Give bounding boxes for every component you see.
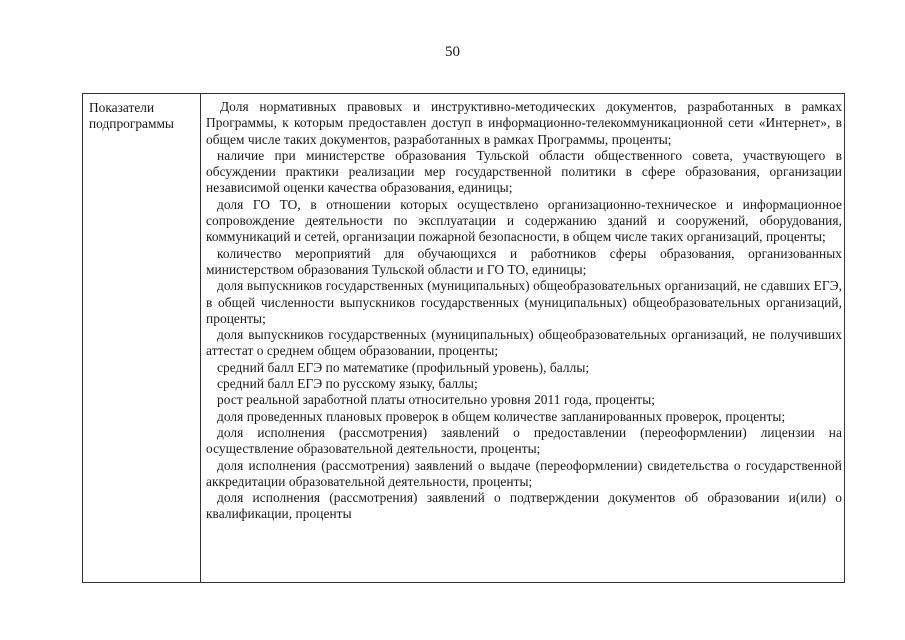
indicators-table bbox=[82, 93, 845, 583]
indicator-paragraph: доля исполнения (рассмотрения) заявлений о выдаче (переоформлении) свидетельства о государственной аккредитации образовательной деятельности, проценты; bbox=[206, 457, 842, 489]
indicator-paragraph: наличие при министерстве образования Тульской области общественного совета, участвующего в обсуждении практики реализации мер государственной политики в сфере образования, организации независимой оценки качества образования, единицы; bbox=[206, 147, 842, 196]
indicators-label-cell bbox=[83, 94, 201, 582]
indicator-paragraph: количество мероприятий для обучающихся и работников сферы образования, организованных министерством образования Тульской области и ГО ТО, единицы; bbox=[206, 245, 842, 277]
indicator-paragraph: доля исполнения (рассмотрения) заявлений о подтверждении документов об образовании и(или) о квалификации, проценты bbox=[206, 490, 842, 522]
indicator-paragraph: доля выпускников государственных (муниципальных) общеобразовательных организаций, не сдавших ЕГЭ, в общей численности выпускников государственных (муниципальных) общеобразовательных организаций, проценты; bbox=[206, 278, 842, 326]
indicator-paragraph: рост реальной заработной платы относительно уровня 2011 года, проценты; bbox=[217, 392, 656, 408]
indicator-paragraph: Доля нормативных правовых и инструктивно-методических документов, разработанных в рамках Программы, к которым предоставлен доступ в информационно-телекоммуникационной сети «Интернет», в общем числе таких документов, разработанных в рамках Программы, проценты; bbox=[206, 99, 842, 147]
indicators-label: Показатели подпрограммы bbox=[89, 100, 174, 132]
page-number: 50 bbox=[445, 44, 460, 60]
indicator-paragraph: доля ГО ТО, в отношении которых осуществлено организационно-техническое и информационное сопровождение деятельности по эксплуатации и содержанию зданий и сооружений, оборудования, коммуникаций и сетей, организации пожарной безопасности, в общем числе таких организаций, проценты; bbox=[206, 196, 842, 245]
indicator-paragraph: доля проведенных плановых проверок в общем количестве запланированных проверок, проценты; bbox=[217, 408, 786, 424]
indicators-list-cell bbox=[201, 94, 844, 582]
indicator-paragraph: доля выпускников государственных (муниципальных) общеобразовательных организаций, не получивших аттестат о среднем общем образовании, проценты; bbox=[206, 327, 842, 359]
indicator-paragraph: средний балл ЕГЭ по русскому языку, баллы; bbox=[217, 376, 478, 392]
indicator-paragraph: доля исполнения (рассмотрения) заявлений о предоставлении (переоформлении) лицензии на осуществление образовательной деятельности, проценты; bbox=[206, 424, 842, 457]
indicator-paragraph: средний балл ЕГЭ по математике (профильный уровень), баллы; bbox=[217, 359, 590, 375]
